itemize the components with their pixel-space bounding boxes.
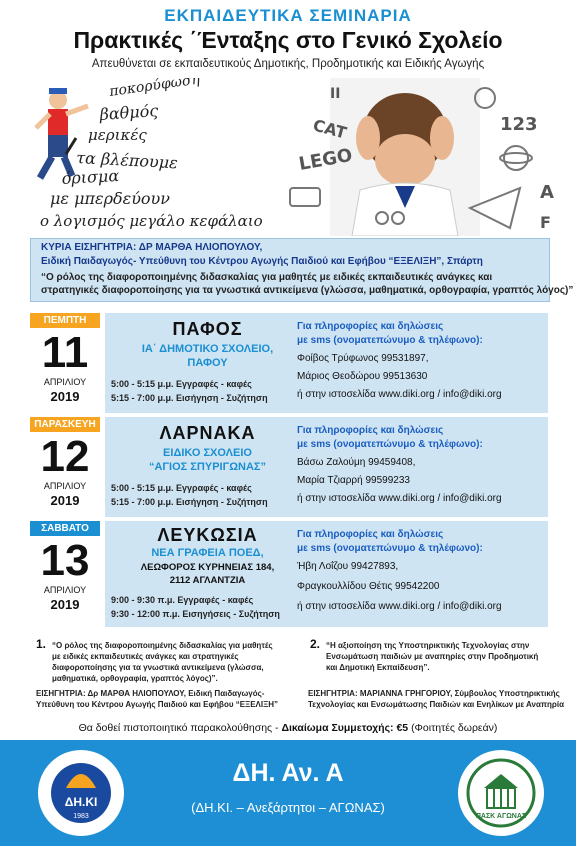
footer-bar — [0, 740, 576, 846]
talk-title-line: διαφοροποίησης για τα γνωστικά αντικείμενα (γλώσσα, — [52, 663, 264, 672]
day-name: ΠΑΡΑΣΚΕΥΗ — [30, 417, 100, 432]
contact-line: Μαρία Τζιαρρή 99599233 — [297, 475, 410, 486]
talk-number: 1. — [36, 637, 47, 651]
talk-title-line: “Η αξιοποίηση της Υποστηρικτικής Τεχνολογίας στην — [326, 641, 530, 650]
footer-subtitle: (ΔΗ.ΚΙ. – Ανεξάρτητοι – ΑΓΩΝΑΣ) — [191, 800, 385, 815]
month-label: ΑΠΡΙΛΙΟΥ — [43, 585, 87, 595]
website-line[interactable]: ή στην ιστοσελίδα www.diki.org / info@diki.org — [297, 601, 502, 612]
date-box — [30, 313, 100, 413]
talk-speaker-line: ΕΙΣΗΓΗΤΡΙΑ: ΜΑΡΙΑΝΝΑ ΓΡΗΓΟΡΙΟΥ, Σύμβουλος Υποστηρικτικής — [308, 689, 560, 698]
footer-title: ΔΗ. Αν. Α — [232, 759, 344, 787]
logo-text: ΔΗ.ΚΙ — [64, 795, 98, 809]
handwritten-words — [40, 78, 263, 230]
contact-line: Βάσω Ζαλούμη 99459408, — [297, 457, 416, 468]
info-heading: Για πληροφορίες και δηλώσεις — [297, 425, 444, 436]
word-line: ο λογισμός μεγάλο κεφάλαιο — [40, 212, 263, 230]
doodle-text: II — [330, 86, 341, 102]
venue-line: ΝΕΑ ΓΡΑΦΕΙΑ ΠΟΕΔ, — [151, 547, 264, 559]
page-title: Πρακτικές ΄Ένταξης στο Γενικό Σχολείο — [73, 27, 503, 53]
word-line: μερικές — [88, 126, 147, 144]
city-name: ΠΑΦΟΣ — [172, 319, 243, 339]
word-line: βαθμός — [98, 100, 159, 124]
word-line: τα βλέπουμε — [75, 148, 179, 173]
day-number: 13 — [40, 536, 90, 585]
info-box — [285, 313, 548, 413]
month-label: ΑΠΡΙΛΙΟΥ — [43, 377, 87, 387]
doodle-text: 123 — [500, 114, 538, 135]
info-heading: Για πληροφορίες και δηλώσεις — [297, 321, 444, 332]
schedule-line: 5:00 - 5:15 μ.μ. Εγγραφές - καφές — [111, 379, 252, 389]
talk-title-line: με ειδικές εκπαιδευτικές ανάγκες και στρατηγικές — [52, 652, 239, 661]
info-heading: με sms (ονοματεπώνυμο & τηλέφωνο): — [297, 543, 483, 554]
venue-line: ΕΙΔΙΚΟ ΣΧΟΛΕΙΟ — [163, 447, 252, 459]
venue-line: “ΑΓΙΟΣ ΣΠΥΡΙΓΩΝΑΣ” — [148, 461, 267, 473]
venue-box — [105, 313, 310, 413]
day-name: ΠΕΜΠΤΗ — [30, 313, 100, 328]
illustration-svg — [0, 78, 576, 236]
venue-line: ΠΑΦΟΥ — [187, 357, 228, 369]
info-box — [285, 417, 548, 517]
speaker-topic-line1: “Ο ρόλος της διαφοροποιημένης διδασκαλίας για μαθητές με ειδικές εκπαιδευτικές ανάγκες και — [41, 272, 493, 283]
venue-line: ΛΕΩΦΟΡΟΣ ΚΥΡΗΝΕΙΑΣ 184, — [140, 562, 275, 573]
venue-box — [105, 521, 310, 627]
speaker-box — [30, 238, 574, 302]
word-line: όρισμα — [61, 166, 120, 188]
year-label: 2019 — [50, 389, 80, 404]
talk-speaker-line: Τεχνολογίας και Ενσωμάτωσης Παιδιών και Ενηλίκων με Αναπηρία — [308, 700, 564, 709]
logo-text: ΠΑΣΚ ΑΓΩΝΑΣ — [475, 813, 527, 820]
website-line[interactable]: ή στην ιστοσελίδα www.diki.org / info@diki.org — [297, 493, 502, 504]
talk-title-line: μαθηματικά, ορθογραφία, γραπτός λόγος)”. — [52, 674, 218, 683]
certificate-line — [0, 722, 576, 734]
fee-label: Δικαίωμα Συμμετοχής: €5 — [281, 722, 409, 734]
talk-title-line: “Ο ρόλος της διαφοροποιημένης διδασκαλίας για μαθητές — [52, 641, 273, 650]
schedule-line: 9:30 - 12:00 π.μ. Εισηγήσεις - Συζήτηση — [111, 609, 280, 619]
talk-speaker-line: ΕΙΣΗΓΗΤΡΙΑ: Δρ ΜΑΡΘΑ ΗΛΙΟΠΟΥΛΟΥ, Ειδική Παιδαγωγός- — [36, 689, 265, 698]
pask-agonas-logo-icon — [456, 748, 546, 838]
month-label: ΑΠΡΙΛΙΟΥ — [43, 481, 87, 491]
talk-number: 2. — [310, 637, 321, 651]
year-label: 2019 — [50, 597, 80, 612]
schedule-line: 5:00 - 5:15 μ.μ. Εγγραφές - καφές — [111, 483, 252, 493]
info-box — [285, 521, 548, 627]
speaker-topic-line2: στρατηγικές διαφοροποίησης για τα γνωστικά αντικείμενα (γλώσσα, μαθηματικά, ορθογραφία, γραπτός λόγος)” — [41, 285, 574, 296]
schedule-line: 5:15 - 7:00 μ.μ. Εισήγηση - Συζήτηση — [111, 393, 268, 403]
city-name: ΛΕΥΚΩΣΙΑ — [157, 525, 258, 545]
frustrated-kid-icon — [330, 78, 480, 236]
fee-note: (Φοιτητές δωρεάν) — [411, 722, 498, 734]
venue-line: ΙΑ΄ ΔΗΜΟΤΙΚΟ ΣΧΟΛΕΙΟ, — [141, 343, 274, 355]
word-line: ποκορύφωση — [108, 78, 201, 100]
seminar-kicker: ΕΚΠΑΙΔΕΥΤΙΚΑ ΣΕΜΙΝΑΡΙΑ — [164, 6, 412, 25]
doodle-text: LEGO — [297, 144, 354, 175]
info-heading: με sms (ονοματεπώνυμο & τηλέφωνο): — [297, 335, 483, 346]
speaker-affiliation: Ειδική Παιδαγωγός- Υπεύθυνη του Κέντρου Αγωγής Παιδιού και Εφήβου “ΕΞΕΛΙΞΗ”, Σπάρτη — [41, 256, 483, 267]
speaker-name: ΚΥΡΙΑ ΕΙΣΗΓΗΤΡΙΑ: ΔΡ ΜΑΡΘΑ ΗΛΙΟΠΟΥΛΟΥ, — [41, 242, 263, 253]
event-row — [30, 417, 548, 517]
event-row — [30, 313, 548, 413]
venue-box — [105, 417, 310, 517]
contact-line: Μάριος Θεοδώρου 99513630 — [297, 371, 428, 382]
audience-text: Απευθύνεται σε εκπαιδευτικούς Δημοτικής, Προδημοτικής και Ειδικής Αγωγής — [91, 58, 485, 70]
venue-line: 2112 ΑΓΛΑΝΤΖΙΑ — [169, 575, 246, 586]
date-box — [30, 521, 100, 627]
contact-line: Ήβη Λοΐζου 99427893, — [297, 561, 399, 572]
day-name: ΣΑΒΒΑΤΟ — [30, 521, 100, 536]
logo-year: 1983 — [73, 813, 89, 820]
schedule-line: 9:00 - 9:30 π.μ. Εγγραφές - καφές — [111, 595, 254, 605]
talk-title-line: Ενσωμάτωση παιδιών με αναπηρίες στην Προδημοτική — [326, 652, 539, 661]
year-label: 2019 — [50, 493, 80, 508]
talk-speaker-line: Υπεύθυνη του Κέντρου Αγωγής Παιδιού και Εφήβου “ΕΞΕΛΙΞΗ” — [36, 700, 279, 709]
doodle-text: A — [540, 182, 554, 203]
schedule-line: 5:15 - 7:00 μ.μ. Εισήγηση - Συζήτηση — [111, 497, 268, 507]
contact-line: Φοίβος Τρύφωνος 99531897, — [297, 353, 429, 364]
date-box — [30, 417, 100, 517]
talk-title-line: και Δημοτική Εκπαίδευση”. — [326, 663, 430, 672]
day-number: 12 — [40, 432, 90, 481]
day-number: 11 — [41, 328, 89, 377]
talks-section — [30, 633, 564, 713]
illustration — [0, 78, 576, 236]
contact-line: Φραγκουλλίδου Θέτις 99542200 — [297, 581, 440, 592]
city-name: ΛΑΡΝΑΚΑ — [159, 423, 256, 443]
doodle-text: F — [540, 213, 551, 232]
doodle-text: CAT — [310, 115, 349, 143]
certificate-text: Θα δοθεί πιστοποιητικό παρακολούθησης - — [78, 722, 279, 734]
website-line[interactable]: ή στην ιστοσελίδα www.diki.org / info@diki.org — [297, 389, 502, 400]
word-line: με μπερδεύουν — [50, 189, 171, 208]
info-heading: Για πληροφορίες και δηλώσεις — [297, 529, 444, 540]
info-heading: με sms (ονοματεπώνυμο & τηλέφωνο): — [297, 439, 483, 450]
event-row — [30, 521, 548, 627]
